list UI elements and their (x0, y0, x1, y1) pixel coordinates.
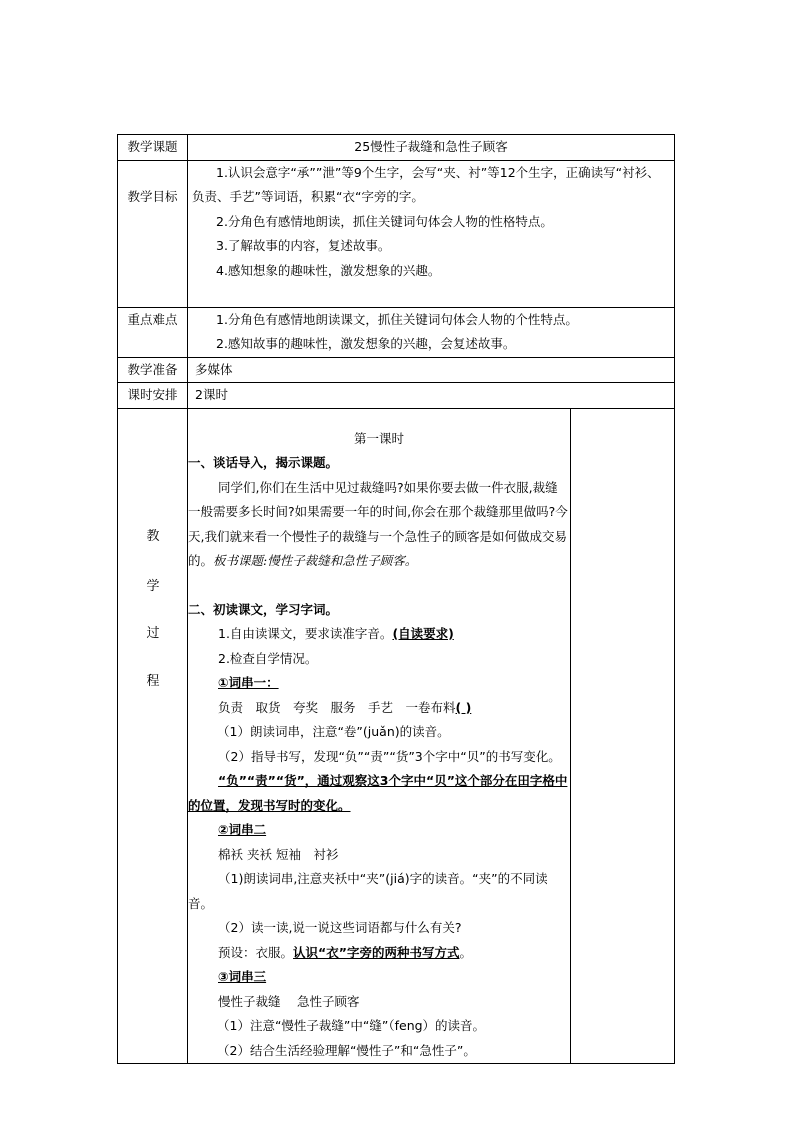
key-item: 1.分角色有感情地朗读课文，抓住关键词句体会人物的个性特点。 (216, 311, 578, 327)
process-label (118, 408, 188, 1064)
row-schedule (118, 383, 675, 409)
key-label: 重点难点 (118, 307, 188, 357)
row-prep (118, 357, 675, 383)
preset-period: 。 (459, 944, 472, 960)
lesson-plan-table (117, 134, 675, 1064)
word-note: （1）朗读词串，注意“卷”(juǎn)的读音。 (217, 724, 450, 739)
lesson-plan-sheet (117, 134, 674, 1058)
key-item: 2.感知故事的趣味性，激发想象的兴趣，会复述故事。 (216, 336, 516, 351)
goals-list (188, 160, 675, 307)
word-list: 负责 取货 夸奖 服务 手艺 一卷布料 (218, 699, 456, 715)
word-note: （2）结合生活经验理解“慢性子”和“急性子”。 (217, 1042, 476, 1058)
prep-value: 多媒体 (188, 357, 675, 383)
goal-item: 2.分角色有感情地朗读，抓住关键词句体会人物的性格特点。 (216, 213, 553, 229)
preset-text: 预设：衣服。 (218, 944, 294, 960)
word-group-title: ②词串二 (218, 822, 267, 837)
fill-blank: ( ) (455, 699, 472, 715)
topic-label: 教学课题 (118, 135, 188, 161)
notes-column (571, 408, 675, 1064)
lesson-title: 第一课时 (353, 430, 404, 446)
word-note: （1)朗读词串,注意夹袄中“夹”(jiá)字的读音。“夹”的不同读音。 (188, 871, 548, 911)
step-item: 2.检查自学情况。 (218, 650, 318, 666)
schedule-label: 课时安排 (118, 383, 188, 409)
board-title-note: 板书课题:慢性子裁缝和急性子顾客。 (213, 553, 418, 568)
topic-value: 25慢性子裁缝和急性子顾客 (188, 135, 675, 161)
intro-text: 同学们,你们在生活中见过裁缝吗?如果你要去做一件衣服,裁缝一般需要多长时间?如果需要一年的时间,你会在那个裁缝那里做吗?今天,我们就来看一个慢性子的裁缝与一个急性子的顾客是如何做成交易的。 (188, 479, 568, 568)
word-note: （1）注意“慢性子裁缝”中“缝”（feng）的读音。 (217, 1018, 486, 1033)
process-label-char: 程 (146, 673, 160, 689)
key-list (188, 307, 675, 357)
word-list: 慢性子裁缝 急性子顾客 (218, 993, 360, 1009)
process-content (188, 408, 571, 1064)
preset-answer (188, 941, 570, 966)
word-note: （2）读一读,说一说这些词语都与什么有关? (218, 920, 462, 935)
row-key-points (118, 307, 675, 357)
row-goals (118, 160, 675, 307)
row-process (118, 408, 675, 1064)
word-group-title: ③词串三 (218, 969, 267, 984)
schedule-value: 2课时 (188, 383, 675, 409)
step-note: (自读要求) (392, 626, 454, 641)
intro-paragraph (188, 476, 570, 574)
step-item (188, 622, 570, 647)
process-label-char: 学 (146, 578, 160, 594)
word-group-words (188, 696, 570, 721)
section-heading: 二、初读课文，学习字词。 (188, 601, 339, 617)
process-label-char: 教 (146, 528, 160, 544)
goals-label: 教学目标 (118, 160, 188, 307)
word-group-title: ①词串一： (218, 675, 279, 690)
preset-note: 认识“衣”字旁的两种书写方式 (293, 944, 460, 960)
step-text: 1.自由读课文，要求读准字音。 (218, 626, 393, 641)
row-topic (118, 135, 675, 161)
word-note: （2）指导书写，发现“负”“责”“货”3个字中“贝”的书写变化。 (218, 748, 561, 764)
word-list: 棉袄 夹袄 短袖 衬衫 (218, 846, 339, 862)
goal-item: 4.感知想象的趣味性，激发想象的兴趣。 (216, 262, 441, 278)
prep-label: 教学准备 (118, 357, 188, 383)
goal-item: 1.认识会意字“承””泄”等9个生字，会写“夹、衬”等12个生字，正确读写“衬衫、负责、手艺”等词语，积累“衣“字旁的字。 (192, 164, 660, 204)
process-label-char: 过 (146, 625, 160, 641)
goal-item: 3.了解故事的内容，复述故事。 (216, 238, 391, 253)
section-heading: 一、谈话导入，揭示课题。 (188, 455, 339, 470)
emphasis-note: “负”“责”“货”，通过观察这3个字中“贝”这个部分在田字格中的位置，发现书写时的变化。 (188, 773, 568, 813)
